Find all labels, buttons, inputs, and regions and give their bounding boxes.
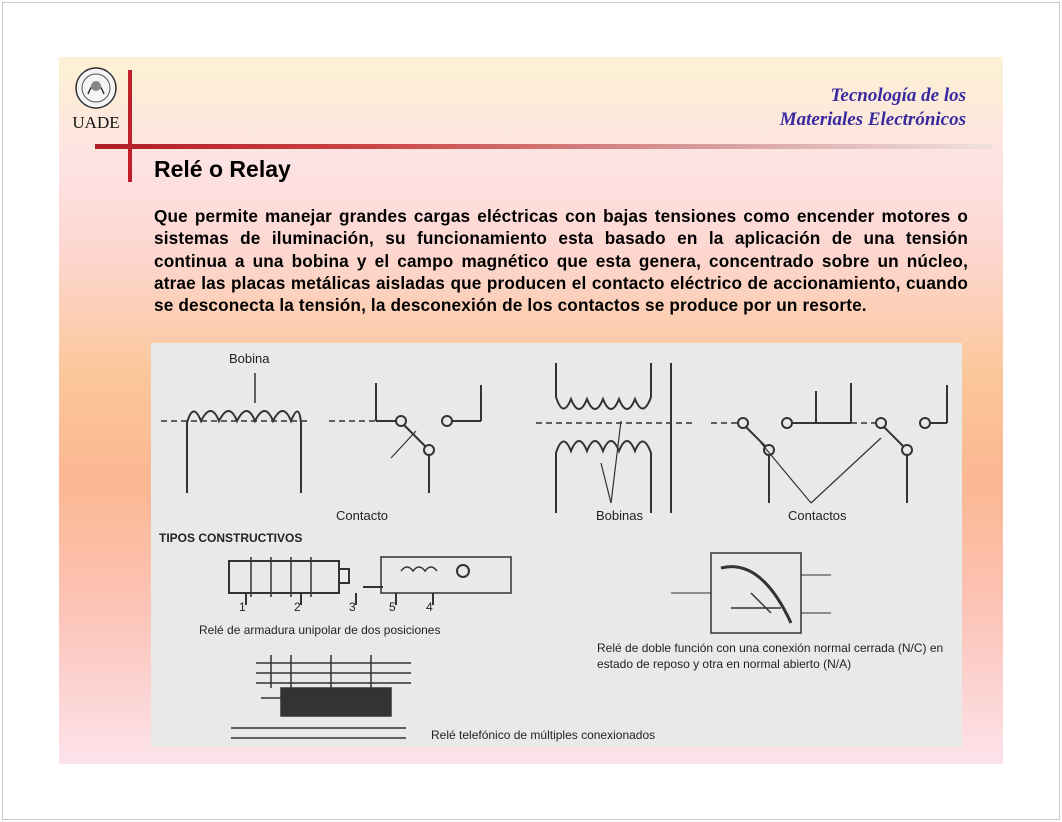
contact-diagram — [329, 383, 481, 493]
double-coil-diagram — [536, 363, 696, 513]
armature-relay-drawing — [229, 557, 511, 605]
caption-doble-funcion: Relé de doble función con una conexión normal cerrada (N/C) en estado de reposo y otra en normal abierto (N/A) — [597, 641, 944, 671]
label-contacto: Contacto — [336, 508, 389, 523]
terminal-2: 2 — [294, 600, 301, 614]
terminal-3: 3 — [349, 600, 356, 614]
red-vertical-bar — [128, 70, 132, 182]
coil-diagram — [161, 373, 311, 493]
section-title: TIPOS CONSTRUCTIVOS — [159, 531, 303, 545]
telephone-relay-drawing — [231, 655, 411, 738]
course-title-line2: Materiales Electrónicos — [779, 109, 966, 130]
caption-telefonico: Relé telefónico de múltiples conexionados — [431, 728, 656, 742]
slide-paragraph: Que permite manejar grandes cargas eléctricas con bajas tensiones como encender motores o sistemas de iluminación, su funcionamiento esta basado en la aplicación de una tensión continua a una bobina y el campo magnético que esta genera, concentrado sobre un núcleo, atrae las placas metálicas aisladas que producen el contacto eléctrico de accionamiento, cuando se desconecta la tensión, la desconexión de los contactos se produce por un resorte. — [154, 206, 968, 316]
terminal-1: 1 — [239, 600, 246, 614]
slide-title: Relé o Relay — [154, 156, 291, 182]
caption-armadura: Relé de armadura unipolar de dos posiciones — [199, 623, 441, 637]
course-title-line1: Tecnología de los — [830, 85, 966, 106]
double-function-relay-drawing — [671, 553, 831, 633]
label-contactos: Contactos — [788, 508, 847, 523]
terminal-5: 5 — [389, 600, 396, 614]
double-contact-diagram — [711, 383, 947, 503]
logo-text: UADE — [72, 113, 120, 132]
label-bobinas: Bobinas — [596, 508, 643, 523]
uade-logo — [68, 64, 124, 134]
label-bobina: Bobina — [229, 351, 270, 366]
terminal-4: 4 — [426, 600, 433, 614]
relay-diagrams — [151, 343, 962, 747]
relay-figure — [151, 343, 962, 747]
red-horizontal-bar — [95, 144, 992, 149]
course-title — [780, 84, 966, 132]
